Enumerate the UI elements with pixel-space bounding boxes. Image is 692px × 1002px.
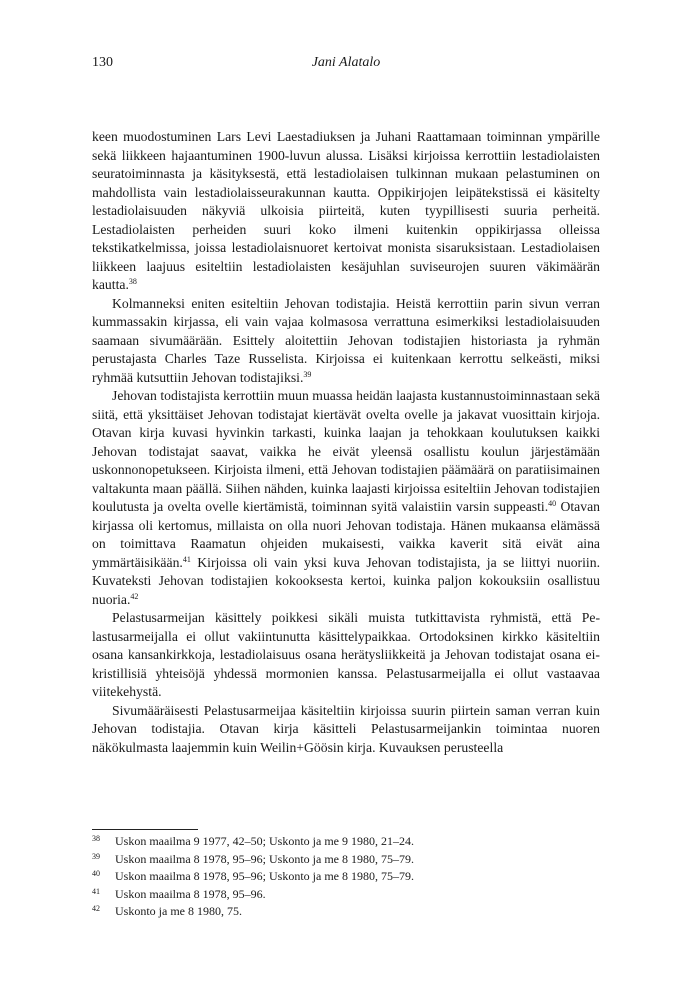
footnote-text: Uskon maailma 8 1978, 95–96; Uskonto ja me 8 1980, 75–79. [115,869,414,884]
footnote-number: 40 [92,869,100,879]
footnote-item [92,833,600,851]
footnote-number: 39 [92,851,100,861]
paragraph-text: Otavan kirjassa oli kertomus, millaista on olla nuori Jehovan todistaja. Hänen mukaansa elämässä on toimittava Raamatun ohjeiden mukaisesti, vaikka kaverit sitä eivät aina ymmärtäisikään. [92,499,600,570]
book-page [92,0,600,1002]
footnote-reference[interactable]: 42 [130,591,139,601]
footnote-item [92,868,600,886]
footnote-number: 38 [92,834,100,843]
paragraph-text: Pelastusarmeijan käsittely poikkesi sikäli muista tutkittavista ryhmistä, että Pelastusarmeijalla ei ollut vakiintunutta käsittelypaikkaa. Ortodoksinen kirkko käsiteltiin osana kansankirkkoja, lestadiolaisuus osana herätysliikkeitä ja Jehovan todistajat osana ei-kristillisiä yhteisöjä yhdessä mormonien kanssa. Pelastusarmeijalla ei ollut vastaavaa viitekehystä. [92,610,600,699]
body-text [92,128,600,757]
paragraph-text: keen muodostuminen Lars Levi Laestadiuksen ja Juhani Raattamaan toiminnan ympärille sekä liikkeen hajaantuminen 1900-luvun alussa. Lisäksi kirjoissa kerrottiin lestadiolaisten seuratoiminnasta ja käsityksestä, että lestadiolaisen tulkinnan mukaan pelastuminen on mahdollista vain lestadiolaisseurakunnan kautta. Oppikirjojen leipätekstissä ei käsitelty lestadiolaisuuden näkyviä ulkoisia piirteitä, kuten tyypillisesti suuria perheitä. Lestadiolaisten perheiden suuri koko ilmeni kuitenkin oppikirjassa olleissa tekstikatkelmissa, joissa lestadiolaisnuoret kertoivat monista sisaruksistaan. Lestadiolaisen liikkeen laajuus esiteltiin lestadiolaisten kesäjuhlan suviseurojen suuren väkimäärän kautta. [92,129,600,292]
footnote-item [92,903,600,921]
paragraph-text: Kolmanneksi eniten esiteltiin Jehovan todistajia. Heistä kerrottiin parin sivun verran kummassakin kirjassa, eli vain vajaa kolmasosa verrattuna esimerkiksi lestadiolaisuuden saamaan sivumäärään. Esittely aloitettiin Jehovan todistajien historiasta ja ryhmän perustajasta Charles Taze Russelista. Kirjoissa ei kuitenkaan kerrottu selkeästi, miksi ryhmää kutsuttiin Jehovan todistajiksi. [92,295,600,385]
footnote-text: Uskon maailma 9 1977, 42–50; Uskonto ja me 9 1980, 21–24. [115,834,414,848]
footnote-reference[interactable]: 40 [548,499,557,508]
running-head-author: Jani Alatalo [311,55,381,70]
footnote-reference[interactable]: 38 [128,277,137,286]
paragraph-5 [92,702,600,758]
footnote-item [92,886,600,904]
paragraph-3 [92,387,600,609]
footnote-reference[interactable]: 41 [182,554,191,564]
footnote-separator [92,829,198,830]
footnote-number: 42 [92,904,100,914]
page-header [92,55,600,77]
paragraph-text: Jehovan todistajista kerrottiin muun muassa heidän laajasta kustannustoiminnastaan sekä siitä, että yksittäiset Jehovan todistajat kiertävät ovelta ovelle ja jakavat vuosittain kirjoja. Otavan kirja kuvasi hyvinkin tarkasti, kuinka laajan ja tehokkaan koulutuksen kaikki Jehovan todistajat saavat, vaikka he eivät yleensä osallistu koulun järjestämään uskonnonopetukseen. Kirjoista ilmeni, että Jehovan todistajien päämäärä on paratiisimainen valtakunta maan päällä. Siihen nähden, kuinka laajasti kirjoissa esiteltiin Jehovan todistajien koulutusta ja ovelta ovelle kiertämistä, toiminnan syitä valaistiin varsin suppeasti. [92,388,600,514]
footnote-text: Uskonto ja me 8 1980, 75. [115,904,242,919]
footnote-text: Uskon maailma 8 1978, 95–96; Uskonto ja me 8 1980, 75–79. [115,851,414,866]
page-number: 130 [92,55,113,70]
paragraph-2 [92,295,600,388]
footnotes [92,833,600,921]
footnote-number: 41 [92,886,100,896]
paragraph-text: Sivumääräisesti Pelastusarmeijaa käsiteltiin kirjoissa suurin piirtein saman verran kuin Jehovan todistajia. Otavan kirja käsitteli Pelastusarmeijankin toimintaa nuoren näkökulmasta laajemmin kuin Weilin+Göösin kirja. Kuvauksen perusteella [92,702,600,755]
paragraph-4 [92,609,600,702]
footnote-item [92,851,600,869]
footnote-reference[interactable]: 39 [303,369,312,379]
footnote-text: Uskon maailma 8 1978, 95–96. [115,886,266,901]
paragraph-1 [92,128,600,295]
paragraph-text: Kirjoissa oli vain yksi kuva Jehovan todistajista, ja se liittyi nuoriin. Kuvateksti Jehovan todistajien kokooksesta kertoi, kuinka paljon kokouksiin osallistuu nuoria. [92,554,600,607]
